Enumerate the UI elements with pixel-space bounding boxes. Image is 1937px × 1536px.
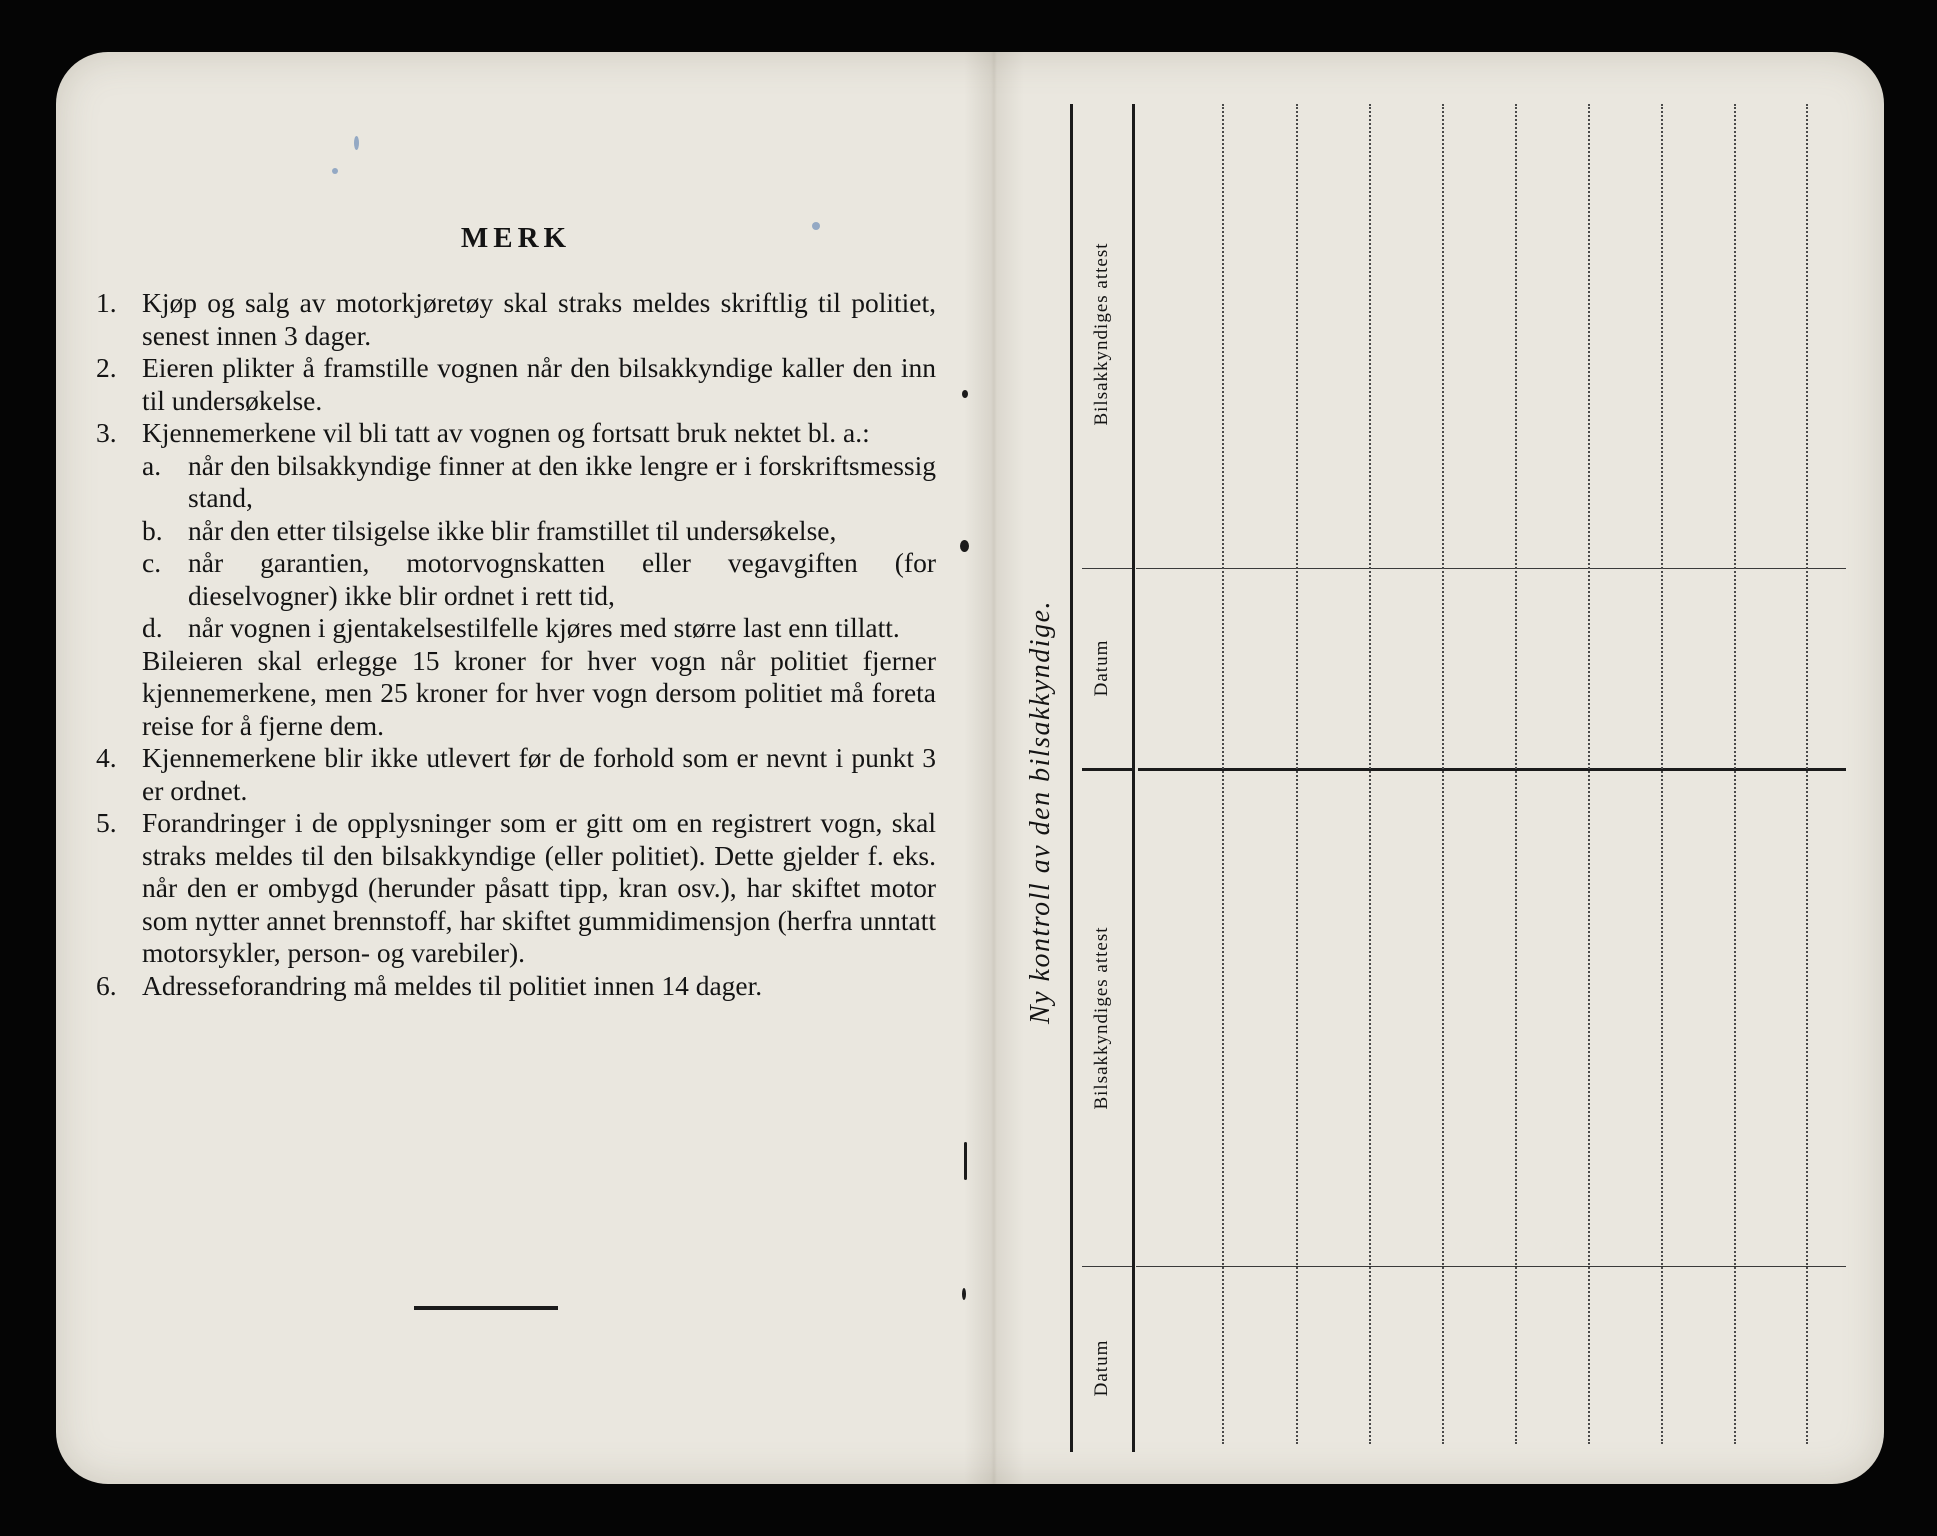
rule-number: 4. (96, 742, 117, 773)
dotted-column (1588, 104, 1590, 1444)
merk-title: MERK (460, 222, 572, 254)
dotted-column (1296, 104, 1298, 1444)
rule-number: 2. (96, 352, 117, 383)
inspection-heading: Ny kontroll av den bilsakkyndige. (1025, 599, 1056, 1025)
sub-letter: d. (142, 612, 163, 643)
dotted-column (1661, 104, 1663, 1444)
sub-letter: c. (142, 547, 162, 578)
attest-label-top: Bilsakkyndiges attest (1091, 242, 1112, 426)
sub-letter: b. (142, 514, 163, 546)
section-divider (1082, 768, 1132, 771)
rule-text: Kjennemerkene vil bli tatt av vognen og fortsatt bruk nektet bl. a.: (142, 417, 870, 448)
rule-text: Kjøp og salg av motorkjøretøy skal straks meldes skriftlig til politiet, senest innen 3 dager. (142, 287, 936, 351)
rule-number: 6. (96, 969, 117, 1001)
dotted-column (1806, 104, 1808, 1444)
datum-label-top: Datum (1091, 639, 1112, 697)
datum-label-bottom: Datum (1091, 1339, 1112, 1397)
rule-number: 5. (96, 807, 117, 838)
dotted-column (1369, 104, 1371, 1444)
rule-text: Adresseforandring må meldes til politiet innen 14 dager. (142, 969, 763, 1001)
dotted-column (1442, 104, 1444, 1444)
right-page-inspection-form (56, 52, 1884, 1484)
row-divider-bottom (1082, 1266, 1132, 1267)
dotted-column (1515, 104, 1517, 1444)
row-divider-top (1136, 568, 1846, 569)
rule-text: Kjennemerkene blir ikke utlevert før de forhold som er nevnt i punkt 3 er ordnet. (142, 742, 936, 806)
sub-text: når den bilsakkyndige finner at den ikke lengre er i forskriftsmessig stand, (188, 449, 936, 513)
dotted-column (1734, 104, 1736, 1444)
section-divider (1138, 768, 1846, 771)
fee-note: Bileieren skal erlegge 15 kroner for hver vogn når politiet fjerner kjennemerkene, men 25 kroner for hver vogn dersom politiet må foreta reise for å fjerne dem. (142, 644, 936, 741)
rule-text: Forandringer i de opplysninger som er gitt om en registrert vogn, skal straks meldes til den bilsakkyndige (eller politiet). Dette gjelder f. eks. når den er ombygd (herunder påsatt tipp, kran osv.), har skiftet motor som nytter annet brennstoff, har skiftet gummidimensjon (herfra unntatt motorsykler, person- og varebiler). (142, 807, 936, 968)
sub-text: når den etter tilsigelse ikke blir framstillet til undersøkelse, (188, 514, 837, 546)
registration-booklet-spread (56, 52, 1884, 1484)
row-divider-top (1082, 568, 1132, 569)
attest-label-bottom: Bilsakkyndiges attest (1091, 926, 1112, 1110)
rule-number: 3. (96, 417, 117, 448)
sub-letter: a. (142, 449, 162, 481)
double-rule-left (1070, 104, 1073, 1452)
rule-number: 1. (96, 287, 117, 318)
double-rule-right (1132, 104, 1135, 1452)
rule-text: Eieren plikter å framstille vognen når den bilsakkyndige kaller den inn til undersøkelse. (142, 352, 936, 416)
sub-text: når garantien, motorvognskatten eller vegavgiften (for dieselvogner) ikke blir ordnet i rett tid, (188, 547, 936, 611)
row-divider-bottom (1136, 1266, 1846, 1267)
sub-text: når vognen i gjentakelsestilfelle kjøres med større last enn tillatt. (188, 612, 900, 643)
dotted-column (1222, 104, 1224, 1444)
